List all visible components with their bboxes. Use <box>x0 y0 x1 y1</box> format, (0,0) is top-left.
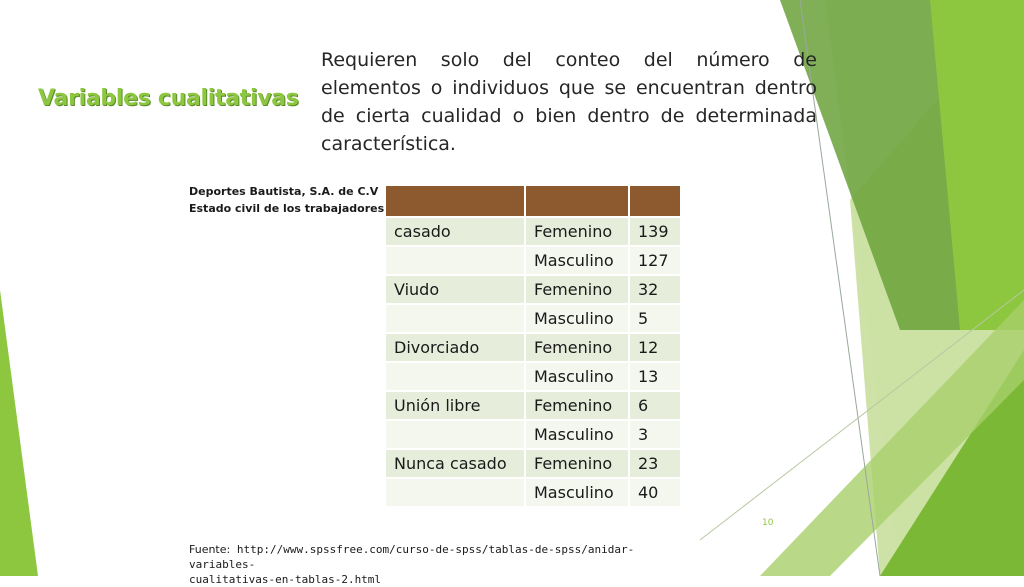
table-row <box>385 391 681 420</box>
header-cell <box>525 185 629 217</box>
caption-subject: Estado civil de los trabajadores <box>189 202 385 215</box>
gender-cell: Masculino <box>525 420 629 449</box>
gender-cell: Femenino <box>525 391 629 420</box>
count-cell: 40 <box>629 478 681 507</box>
table-row <box>385 449 681 478</box>
count-cell: 12 <box>629 333 681 362</box>
table-caption <box>189 183 384 217</box>
table-row <box>385 217 681 246</box>
status-cell: Divorciado <box>385 333 525 362</box>
status-cell <box>385 478 525 507</box>
slide-title: Variables cualitativas <box>38 86 299 111</box>
table-header-row <box>385 185 681 217</box>
gender-cell: Femenino <box>525 217 629 246</box>
count-cell: 6 <box>629 391 681 420</box>
table-row <box>385 304 681 333</box>
count-cell: 13 <box>629 362 681 391</box>
header-cell <box>629 185 681 217</box>
gender-cell: Masculino <box>525 304 629 333</box>
table-row <box>385 478 681 507</box>
count-cell: 23 <box>629 449 681 478</box>
gender-cell: Femenino <box>525 449 629 478</box>
table-row <box>385 246 681 275</box>
caption-company: Deportes Bautista, S.A. de C.V <box>189 185 379 198</box>
source-url-part2[interactable]: cualitativas-en-tablas-2.html <box>189 573 382 586</box>
gender-cell: Masculino <box>525 362 629 391</box>
header-cell <box>385 185 525 217</box>
count-cell: 32 <box>629 275 681 304</box>
count-cell: 139 <box>629 217 681 246</box>
slide-description: Requieren solo del conteo del número de elementos o individuos que se encuentran dentro de cierta cualidad o bien dentro de determinada característica. <box>321 49 817 155</box>
left-green-sliver <box>0 290 38 576</box>
status-cell: Viudo <box>385 275 525 304</box>
source-label: Fuente: <box>189 543 231 556</box>
status-cell <box>385 304 525 333</box>
source-citation <box>189 542 689 587</box>
table-row <box>385 420 681 449</box>
count-cell: 5 <box>629 304 681 333</box>
count-cell: 127 <box>629 246 681 275</box>
count-cell: 3 <box>629 420 681 449</box>
status-cell <box>385 246 525 275</box>
status-cell <box>385 420 525 449</box>
source-url-part1[interactable]: http://www.spssfree.com/curso-de-spss/tablas-de-spss/anidar-variables- <box>189 543 635 571</box>
gender-cell: Femenino <box>525 333 629 362</box>
page-number: 10 <box>762 518 774 528</box>
status-cell: casado <box>385 217 525 246</box>
table-row <box>385 362 681 391</box>
gender-cell: Masculino <box>525 246 629 275</box>
gender-cell: Femenino <box>525 275 629 304</box>
gender-cell: Masculino <box>525 478 629 507</box>
status-cell: Nunca casado <box>385 449 525 478</box>
table-row <box>385 275 681 304</box>
status-cell <box>385 362 525 391</box>
table-row <box>385 333 681 362</box>
marital-status-table <box>384 184 682 508</box>
status-cell: Unión libre <box>385 391 525 420</box>
